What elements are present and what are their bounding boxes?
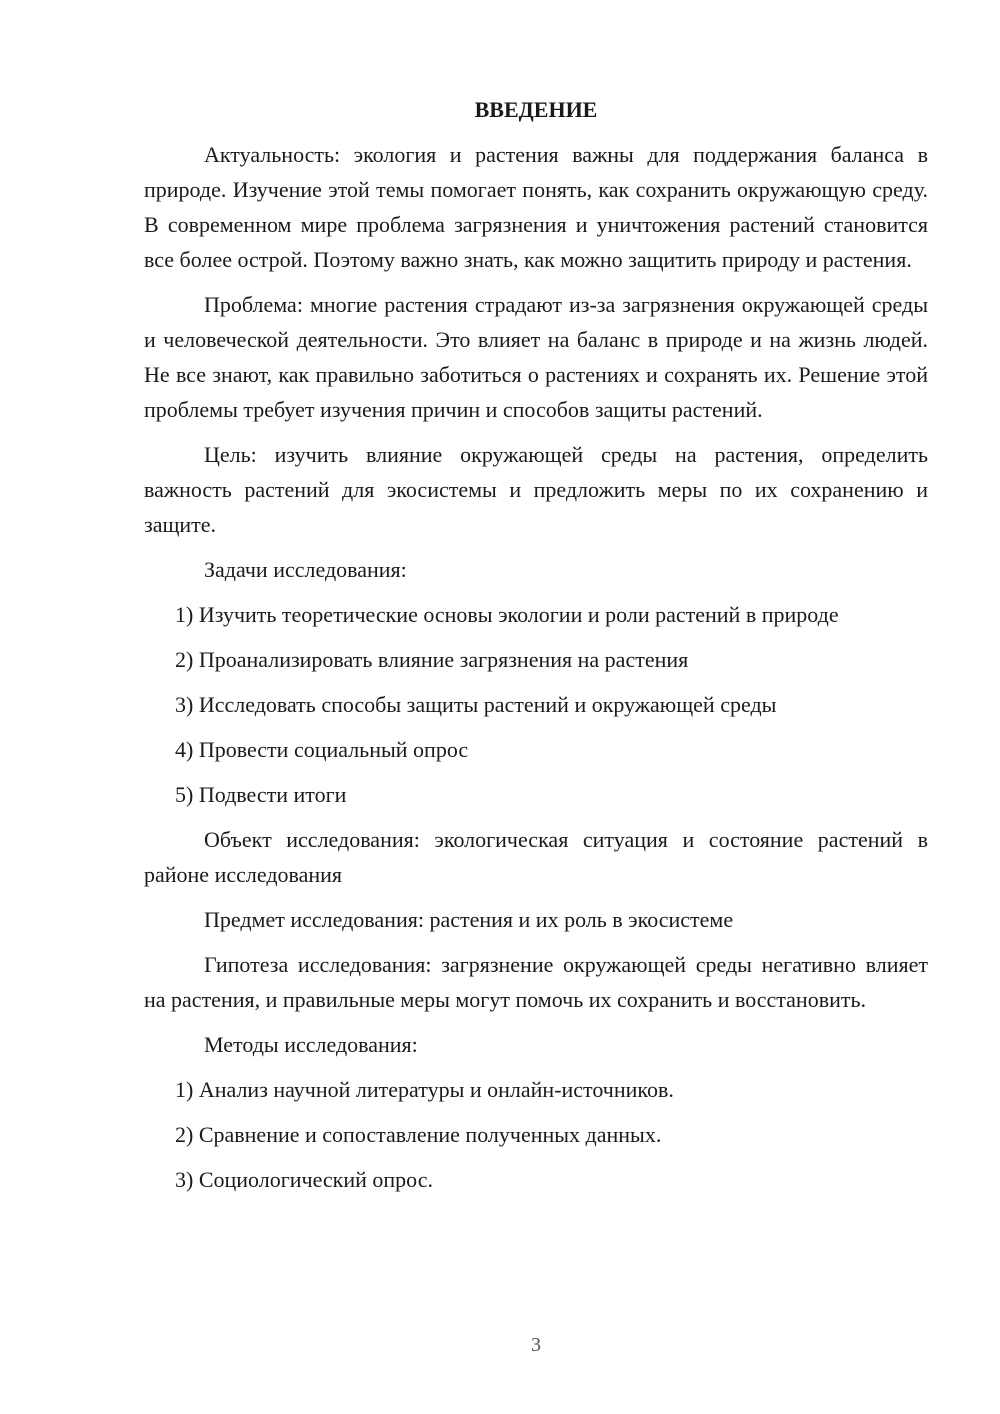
paragraph-object: Объект исследования: экологическая ситуация и состояние растений в районе исследования xyxy=(144,827,928,887)
list-item: 2) Сравнение и сопоставление полученных данных. xyxy=(175,1122,662,1147)
paragraph-goal: Цель: изучить влияние окружающей среды на растения, определить важность растений для экосистемы и предложить меры по их сохранению и защите. xyxy=(144,442,928,537)
tasks-list xyxy=(144,597,928,812)
list-item: 4) Провести социальный опрос xyxy=(175,737,469,762)
paragraph-relevance: Актуальность: экология и растения важны для поддержания баланса в природе. Изучение этой темы помогает понять, как сохранить окружающую среду. В современном мире проблема загрязнения и уничтожения растений становится все более острой. Поэтому важно знать, как можно защитить природу и растения. xyxy=(144,142,928,272)
methods-list xyxy=(144,1072,928,1197)
paragraph-subject: Предмет исследования: растения и их роль в экосистеме xyxy=(204,907,734,932)
section-title: ВВЕДЕНИЕ xyxy=(474,97,598,122)
list-item: 1) Изучить теоретические основы экологии и роли растений в природе xyxy=(175,602,839,627)
list-item: 1) Анализ научной литературы и онлайн-источников. xyxy=(175,1077,674,1102)
list-item: 5) Подвести итоги xyxy=(175,782,347,807)
paragraph-hypothesis: Гипотеза исследования: загрязнение окружающей среды негативно влияет на растения, и правильные меры могут помочь их сохранить и восстановить. xyxy=(144,952,928,1012)
list-item: 2) Проанализировать влияние загрязнения на растения xyxy=(175,647,689,672)
list-item: 3) Социологический опрос. xyxy=(175,1167,433,1192)
page-number: 3 xyxy=(531,1334,541,1356)
tasks-heading: Задачи исследования: xyxy=(204,557,407,582)
document-page xyxy=(144,92,928,1207)
list-item: 3) Исследовать способы защиты растений и окружающей среды xyxy=(175,692,777,717)
paragraph-problem: Проблема: многие растения страдают из-за загрязнения окружающей среды и человеческой деятельности. Это влияет на баланс в природе и на жизнь людей. Не все знают, как правильно заботиться о растениях и сохранять их. Решение этой проблемы требует изучения причин и способов защиты растений. xyxy=(144,292,928,422)
methods-heading: Методы исследования: xyxy=(204,1032,418,1057)
